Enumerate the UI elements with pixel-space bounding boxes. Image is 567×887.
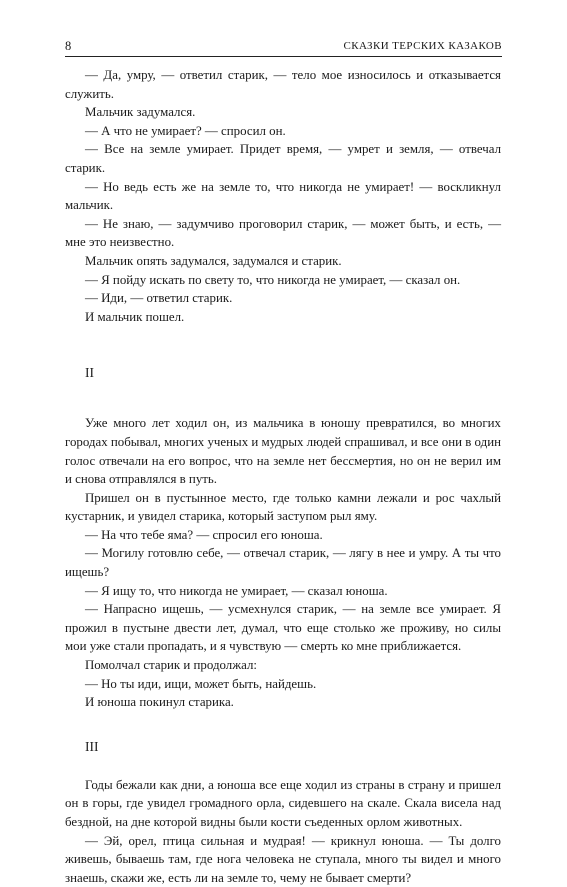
paragraph: — Я пойду искать по свету то, что никогда не умирает, — сказал он. [85,272,461,287]
paragraph: — Эй, орел, птица сильная и мудрая! — крикнул юноша. — Ты долго живешь, бываешь там, где нога человека не ступала, много ты видел и много знаешь, скажи же, есть ли на земле то, чему не бывает смерти? [65,833,501,885]
paragraph: Мальчик задумался. [85,105,196,120]
running-title: СКАЗКИ ТЕРСКИХ КАЗАКОВ [343,40,502,52]
paragraph: Годы бежали как дни, а юноша все еще ходил из страны в страну и пришел он в горы, где увидел громадного орла, сидевшего на скале. Скала висела над бездной, на дне которой видны были кости съеденных орлом животных. [65,777,501,829]
paragraph: Пришел он в пустынное место, где только камни лежали и рос чахлый кустарник, и увидел старика, который заступом рыл яму. [65,490,501,524]
paragraph: — Я ищу то, что никогда не умирает, — сказал юноша. [85,583,388,598]
paragraph: — Могилу готовлю себе, — отвечал старик, — лягу в нее и умру. А ты что ищешь? [65,546,501,580]
paragraph: — Не знаю, — задумчиво проговорил старик, — может быть, и есть, — мне это неизвестно. [65,216,501,250]
paragraph: — Иди, — ответил старик. [85,291,233,306]
section-1 [65,66,501,326]
section-2 [65,414,501,712]
section-3 [65,776,501,887]
page-number: 8 [65,39,72,53]
paragraph: Уже много лет ходил он, из мальчика в юношу превратился, во многих городах побывал, многих ученых и мудрых людей спрашивал, и все они в один голос отвечали на его вопрос, что на земле нет бессмертия, но он не верил им и снова отправлялся в путь. [65,416,501,487]
section-heading: II [85,365,94,381]
section-heading: III [85,738,99,754]
paragraph: И юноша покинул старика. [85,695,234,710]
paragraph: Помолчал старик и продолжал: [85,658,257,673]
paragraph: — Все на земле умирает. Придет время, — умрет и земля, — отвечал старик. [65,142,501,175]
page-body [65,66,501,887]
paragraph: И мальчик пошел. [85,309,185,324]
page-header [65,38,502,57]
paragraph: — Но ведь есть же на земле то, что никогда не умирает! — воскликнул мальчик. [65,179,501,213]
paragraph: Мальчик опять задумался, задумался и старик. [85,253,342,268]
paragraph: — На что тебе яма? — спросил его юноша. [85,527,323,542]
paragraph: — Но ты иди, ищи, может быть, найдешь. [85,676,317,691]
paragraph: — Напрасно ищешь, — усмехнулся старик, — на земле все умирает. Я прожил в пустыне двести лет, думал, что еще столько же проживу, но силы мои уже стали пропадать, и я чувствую — смерть ко мне приближается. [65,602,501,654]
paragraph: — А что не умирает? — спросил он. [85,123,286,138]
paragraph: — Да, умру, — ответил старик, — тело мое износилось и отказывается служить. [65,68,501,101]
